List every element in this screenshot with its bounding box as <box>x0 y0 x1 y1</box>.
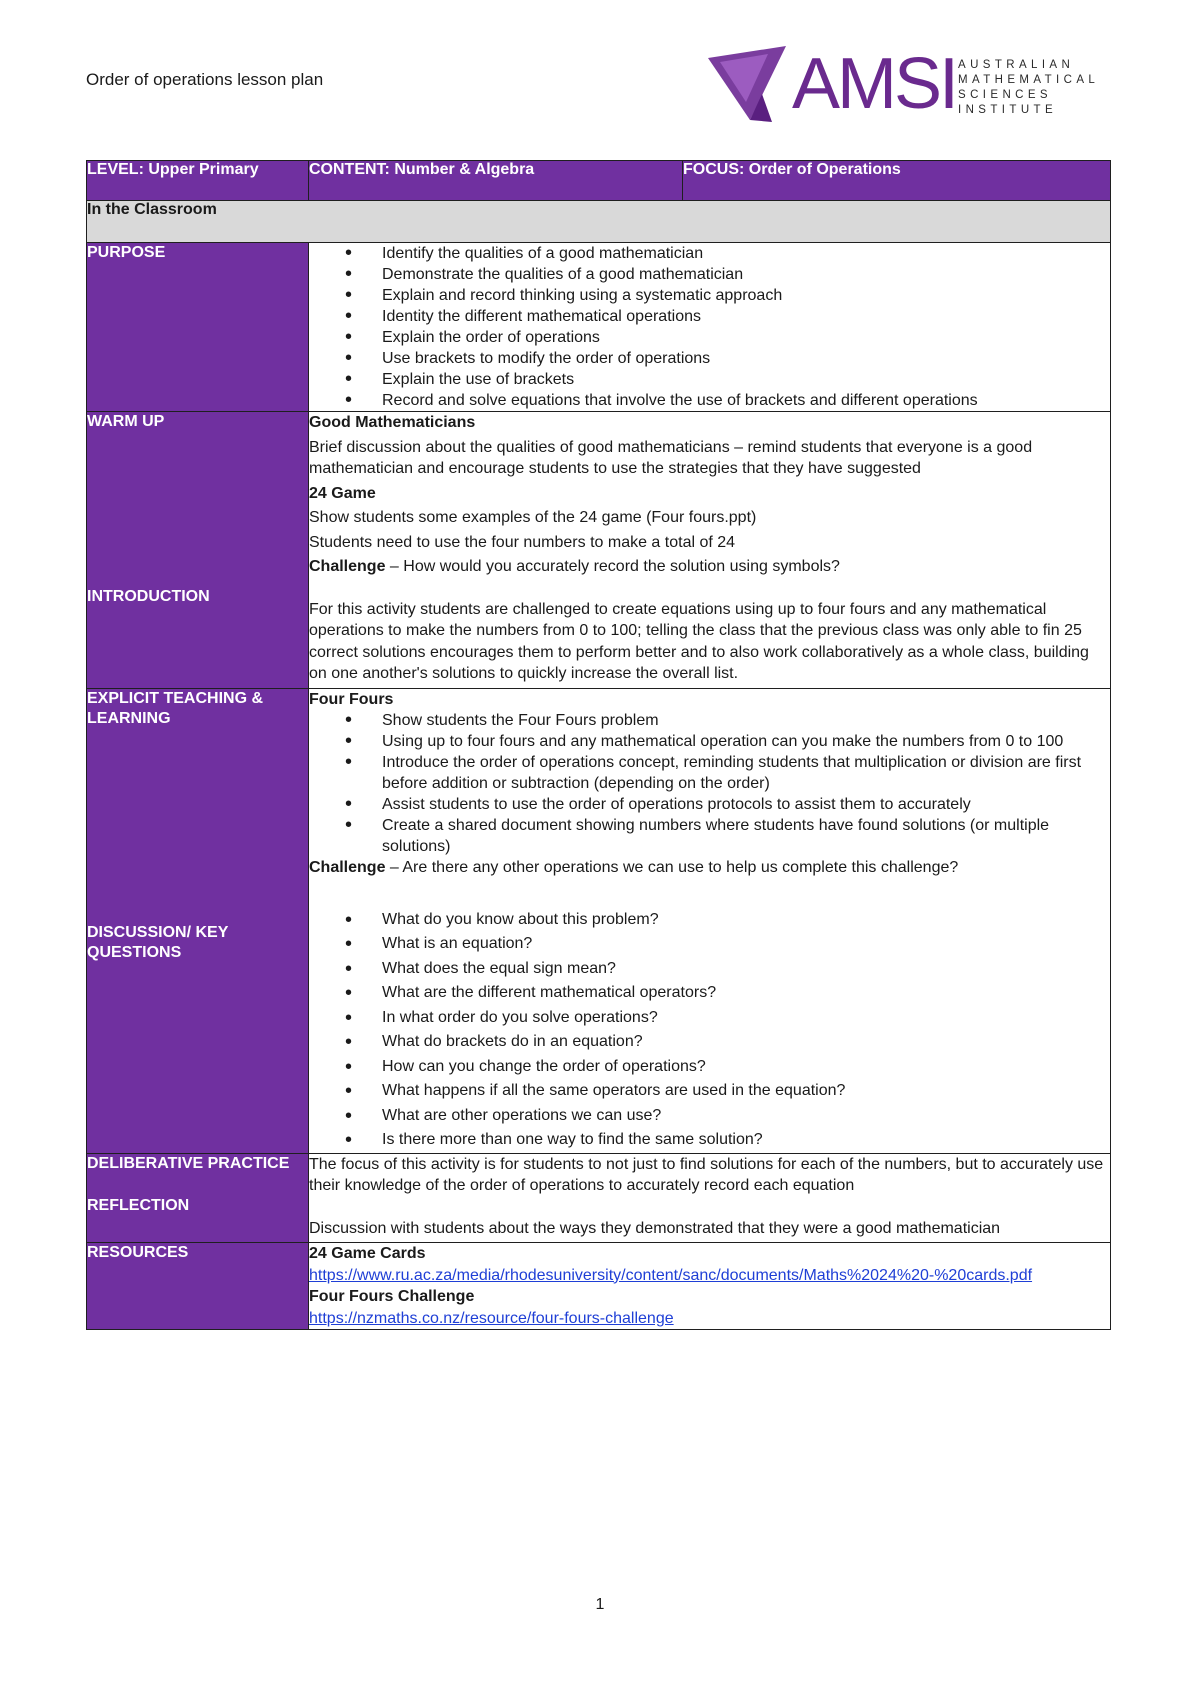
document-title: Order of operations lesson plan <box>86 70 324 89</box>
list-item: • What are other operations we can use? <box>309 1104 1110 1129</box>
explicit-discussion-content <box>309 688 1111 1153</box>
list-item: • Identity the different mathematical operations <box>309 306 1110 327</box>
challenge-text: – Are there any other operations we can use to help us complete this challenge? <box>385 859 959 876</box>
practice-label: DELIBERATIVE PRACTICE <box>87 1154 290 1172</box>
explicit-label: EXPLICIT TEACHING & LEARNING <box>87 689 264 727</box>
practice-text: The focus of this activity is for students to not just to find solutions for each of the numbers, but to accurately use their knowledge of the order of operations to accurately record each equation <box>309 1155 1104 1194</box>
explicit-challenge <box>309 857 1110 879</box>
list-item: • Create a shared document showing numbers where students have found solutions (or multiple solutions) <box>309 815 1110 857</box>
level-cell: LEVEL: Upper Primary <box>87 161 309 201</box>
warmup-text: Show students some examples of the 24 game (Four fours.ppt) <box>309 509 757 526</box>
focus-cell: FOCUS: Order of Operations <box>683 161 1111 201</box>
header-row <box>87 161 1111 201</box>
challenge-label: Challenge <box>309 558 386 575</box>
resource-heading-four-fours: Four Fours Challenge <box>309 1288 475 1305</box>
resource-heading-24-game-cards: 24 Game Cards <box>309 1245 426 1262</box>
list-item: • What happens if all the same operators are used in the equation? <box>309 1079 1110 1104</box>
practice-reflection-content <box>309 1153 1111 1243</box>
explicit-list <box>309 710 1110 857</box>
list-item: • What do you know about this problem? <box>309 908 1110 933</box>
list-item: • Introduce the order of operations concept, reminding students that multiplication or division are first before addition or subtraction (depending on the order) <box>309 752 1110 794</box>
list-item: • Identify the qualities of a good mathematician <box>309 243 1110 264</box>
list-item: • What is an equation? <box>309 932 1110 957</box>
logo-line: SCIENCES <box>958 89 1052 101</box>
lesson-plan-table <box>86 160 1111 1330</box>
resources-content <box>309 1243 1111 1330</box>
amsi-logo <box>706 44 1106 128</box>
list-item: • Using up to four fours and any mathematical operation can you make the numbers from 0 to 100 <box>309 731 1110 752</box>
list-item: • Show students the Four Fours problem <box>309 710 1110 731</box>
page-number: 1 <box>595 1596 605 1613</box>
content-cell: CONTENT: Number & Algebra <box>309 161 683 201</box>
challenge-label: Challenge <box>309 859 386 876</box>
explicit-discussion-row <box>87 688 1111 1153</box>
warmup-heading-24-game: 24 Game <box>309 484 376 502</box>
warmup-heading-good-mathematicians: Good Mathematicians <box>309 414 476 431</box>
practice-reflection-row <box>87 1153 1111 1243</box>
purpose-row <box>87 243 1111 412</box>
logo-wordmark: AMSI <box>792 44 957 124</box>
list-item: • What does the equal sign mean? <box>309 957 1110 982</box>
list-item: • Explain the use of brackets <box>309 369 1110 390</box>
list-item: • What do brackets do in an equation? <box>309 1030 1110 1055</box>
section-row <box>87 201 1111 243</box>
list-item: • Record and solve equations that involve the use of brackets and different operations <box>309 390 1110 411</box>
list-item: • In what order do you solve operations? <box>309 1006 1110 1031</box>
warmup-challenge <box>309 556 1110 578</box>
warmup-text: Brief discussion about the qualities of good mathematicians – remind students that everyone is a good mathematician and encourage students to use the strategies that they have suggested <box>309 438 1033 477</box>
list-item: • Explain and record thinking using a systematic approach <box>309 285 1110 306</box>
warmup-intro-row <box>87 412 1111 689</box>
introduction-text: For this activity students are challenged to create equations using up to four fours and any mathematical operations to make the numbers from 0 to 100; telling the class that the previous class was only able to fin 25 correct solutions encourages them to perform better and to also work collaboratively as a whole class, building on one another's solutions to quickly increase the overall list. <box>309 600 1089 682</box>
reflection-label: REFLECTION <box>87 1196 190 1214</box>
challenge-text: – How would you accurately record the solution using symbols? <box>385 558 840 575</box>
list-item: • Explain the order of operations <box>309 327 1110 348</box>
warmup-intro-content <box>309 412 1111 689</box>
warmup-label: WARM UP <box>87 413 165 430</box>
resource-link-24-game-cards[interactable]: https://www.ru.ac.za/media/rhodesuniversity/content/sanc/documents/Maths%2024%20-%20cards.pdf <box>309 1266 1033 1284</box>
purpose-list <box>309 243 1110 411</box>
logo-line: INSTITUTE <box>958 104 1058 116</box>
list-item: • Is there more than one way to find the same solution? <box>309 1128 1110 1153</box>
resources-row <box>87 1243 1111 1330</box>
list-item: • What are the different mathematical operators? <box>309 981 1110 1006</box>
introduction-label: INTRODUCTION <box>87 588 210 605</box>
resource-link-four-fours[interactable]: https://nzmaths.co.nz/resource/four-fours-challenge <box>309 1309 674 1327</box>
logo-line: MATHEMATICAL <box>958 74 1100 86</box>
logo-subtitle <box>958 58 1099 118</box>
warmup-text: Students need to use the four numbers to make a total of 24 <box>309 533 736 551</box>
amsi-logo-mark-icon <box>706 44 796 128</box>
explicit-discussion-labels <box>87 688 309 1153</box>
discussion-list <box>309 908 1110 1153</box>
logo-line: AUSTRALIAN <box>958 59 1075 71</box>
list-item: • Demonstrate the qualities of a good mathematician <box>309 264 1110 285</box>
explicit-heading: Four Fours <box>309 690 394 708</box>
list-item: • Assist students to use the order of operations protocols to assist them to accurately <box>309 794 1110 815</box>
section-title: In the Classroom <box>87 201 1111 243</box>
purpose-content <box>309 243 1111 412</box>
warmup-intro-labels <box>87 412 309 689</box>
reflection-text: Discussion with students about the ways they demonstrated that they were a good mathematician <box>309 1219 1001 1237</box>
practice-reflection-labels <box>87 1153 309 1243</box>
list-item: • How can you change the order of operations? <box>309 1055 1110 1080</box>
purpose-label: PURPOSE <box>87 243 309 412</box>
discussion-label: DISCUSSION/ KEY QUESTIONS <box>87 923 229 961</box>
resources-label: RESOURCES <box>87 1243 309 1330</box>
list-item: • Use brackets to modify the order of operations <box>309 348 1110 369</box>
